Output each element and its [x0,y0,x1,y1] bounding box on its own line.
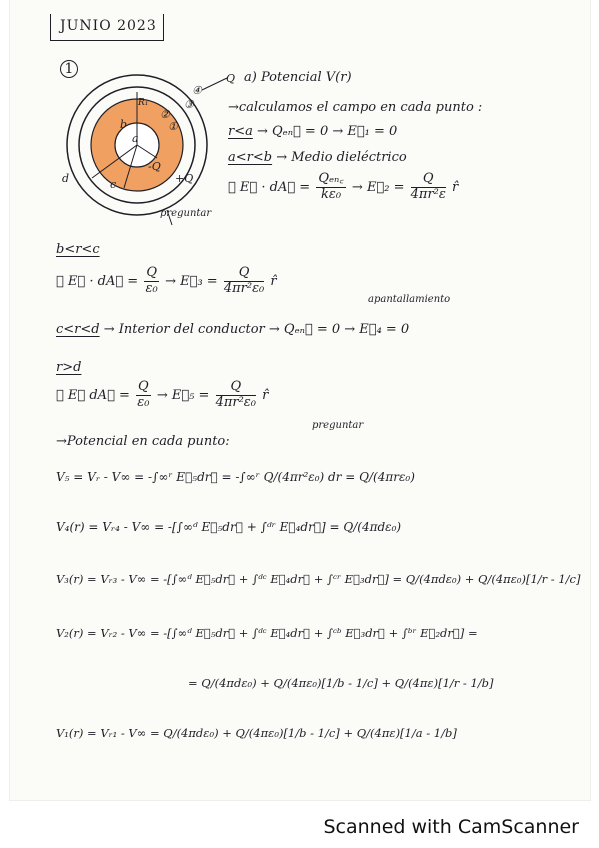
v5-equation: V₅ = Vᵣ - V∞ = -∫∞ʳ E⃗₅dr⃗ = -∫∞ʳ Q/(4πr²ε₀) dr = Q/(4πrε₀) [56,470,415,484]
case1-cond: r<a [228,124,253,139]
eq5-frac1: $\frac{Q}{\text{ε₀}}$ [137,379,150,410]
label-a: a [132,132,139,145]
potential-note: preguntar [312,420,364,431]
eq2-frac1: $\frac{\text{Qₑₙ꜀}}{\text{kε₀}}$ [318,171,344,202]
part-a-title: a) Potencial V(r) [244,70,352,85]
case2-rest: → Medio dieléctrico [276,150,407,165]
label-Q: Q [226,72,236,85]
case3-cond: b<r<c [56,242,100,257]
date-label: JUNIO 2023 [60,18,157,34]
case4-rest: → Interior del conductor → Qₑₙ꜀ = 0 → E⃗₄ = 0 [103,322,410,337]
eq3-lhs: ∮ E⃗ · dA⃗ = [56,273,139,289]
eq3 [56,266,277,297]
potential-title: →Potencial en cada punto: [56,434,230,449]
eq3-mid: → E⃗₃ = [165,273,218,289]
label-c: c [110,178,117,191]
eq5-mid: → E⃗₅ = [156,387,210,403]
v2-continuation: = Q/(4πdε₀) + Q/(4πε₀)[1/b - 1/c] + Q/(4πε)[1/r - 1/b] [188,676,494,690]
eq5-frac2: $\frac{Q}{\text{4πr²ε₀}}$ [215,379,256,410]
camscanner-watermark: Scanned with CamScanner [323,816,579,838]
v3-equation: V₃(r) = Vᵣ₃ - V∞ = -[∫∞ᵈ E⃗₅dr⃗ + ∫ᵈᶜ E⃗₄dr⃗ + ∫ᶜʳ E⃗₃dr⃗] = Q/(4πdε₀) + Q/(4πε₀)[1/r - 1/c] [56,572,581,586]
label-plus-q: +Q [175,172,194,185]
eq2-frac2: $\frac{Q}{\text{4πr²ε}}$ [410,171,446,202]
v4-equation: V₄(r) = Vᵣ₄ - V∞ = -[∫∞ᵈ E⃗₅dr⃗ + ∫ᵈʳ E⃗₄dr⃗] = Q/(4πdε₀) [56,520,402,534]
label-minus-q: -Q [148,160,161,173]
eq3-frac2: $\frac{Q}{\text{4πr²ε₀}}$ [223,265,265,296]
problem-number: 1 [60,60,78,78]
case4-cond: c<r<d [56,322,100,337]
case2 [228,150,407,165]
label-circle-4: ④ [192,84,202,97]
step-field-each-point: →calculamos el campo en cada punto : [228,100,483,115]
case4 [56,322,409,337]
concentric-spheres-figure [62,70,232,230]
side-note-screening: apantallamiento [368,294,451,305]
label-b: b [120,118,128,131]
label-circle-3: ③ [184,98,194,111]
eq5-tail: r̂ [262,387,269,403]
label-circle-1: ① [168,120,178,133]
v1-equation: V₁(r) = Vᵣ₁ - V∞ = Q/(4πdε₀) + Q/(4πε₀)[1/b - 1/c] + Q/(4πε)[1/a - 1/b] [56,726,457,740]
eq2 [228,172,458,203]
eq2-mid: → E⃗₂ = [351,179,405,195]
eq5-lhs: ∮ E⃗ dA⃗ = [56,387,130,403]
case2-cond: a<r<b [228,150,273,165]
eq3-frac1: $\frac{Q}{\text{ε₀}}$ [145,265,158,296]
case1-rest: → Qₑₙ꜀ = 0 → E⃗₁ = 0 [257,124,398,139]
figure-note: preguntar [160,208,212,219]
case5-cond: r>d [56,360,82,375]
label-r1: R₁ [138,98,149,108]
eq2-tail: r̂ [451,179,459,195]
eq3-tail: r̂ [270,273,277,289]
label-d: d [62,172,70,185]
case1 [228,124,397,139]
label-circle-2: ② [160,108,170,121]
v2-equation: V₂(r) = Vᵣ₂ - V∞ = -[∫∞ᵈ E⃗₅dr⃗ + ∫ᵈᶜ E⃗₄dr⃗ + ∫ᶜᵇ E⃗₃dr⃗ + ∫ᵇʳ E⃗₂dr⃗] = [56,626,478,640]
eq5 [56,380,268,411]
eq2-lhs: ∮ E⃗ · dA⃗ = [228,179,311,195]
